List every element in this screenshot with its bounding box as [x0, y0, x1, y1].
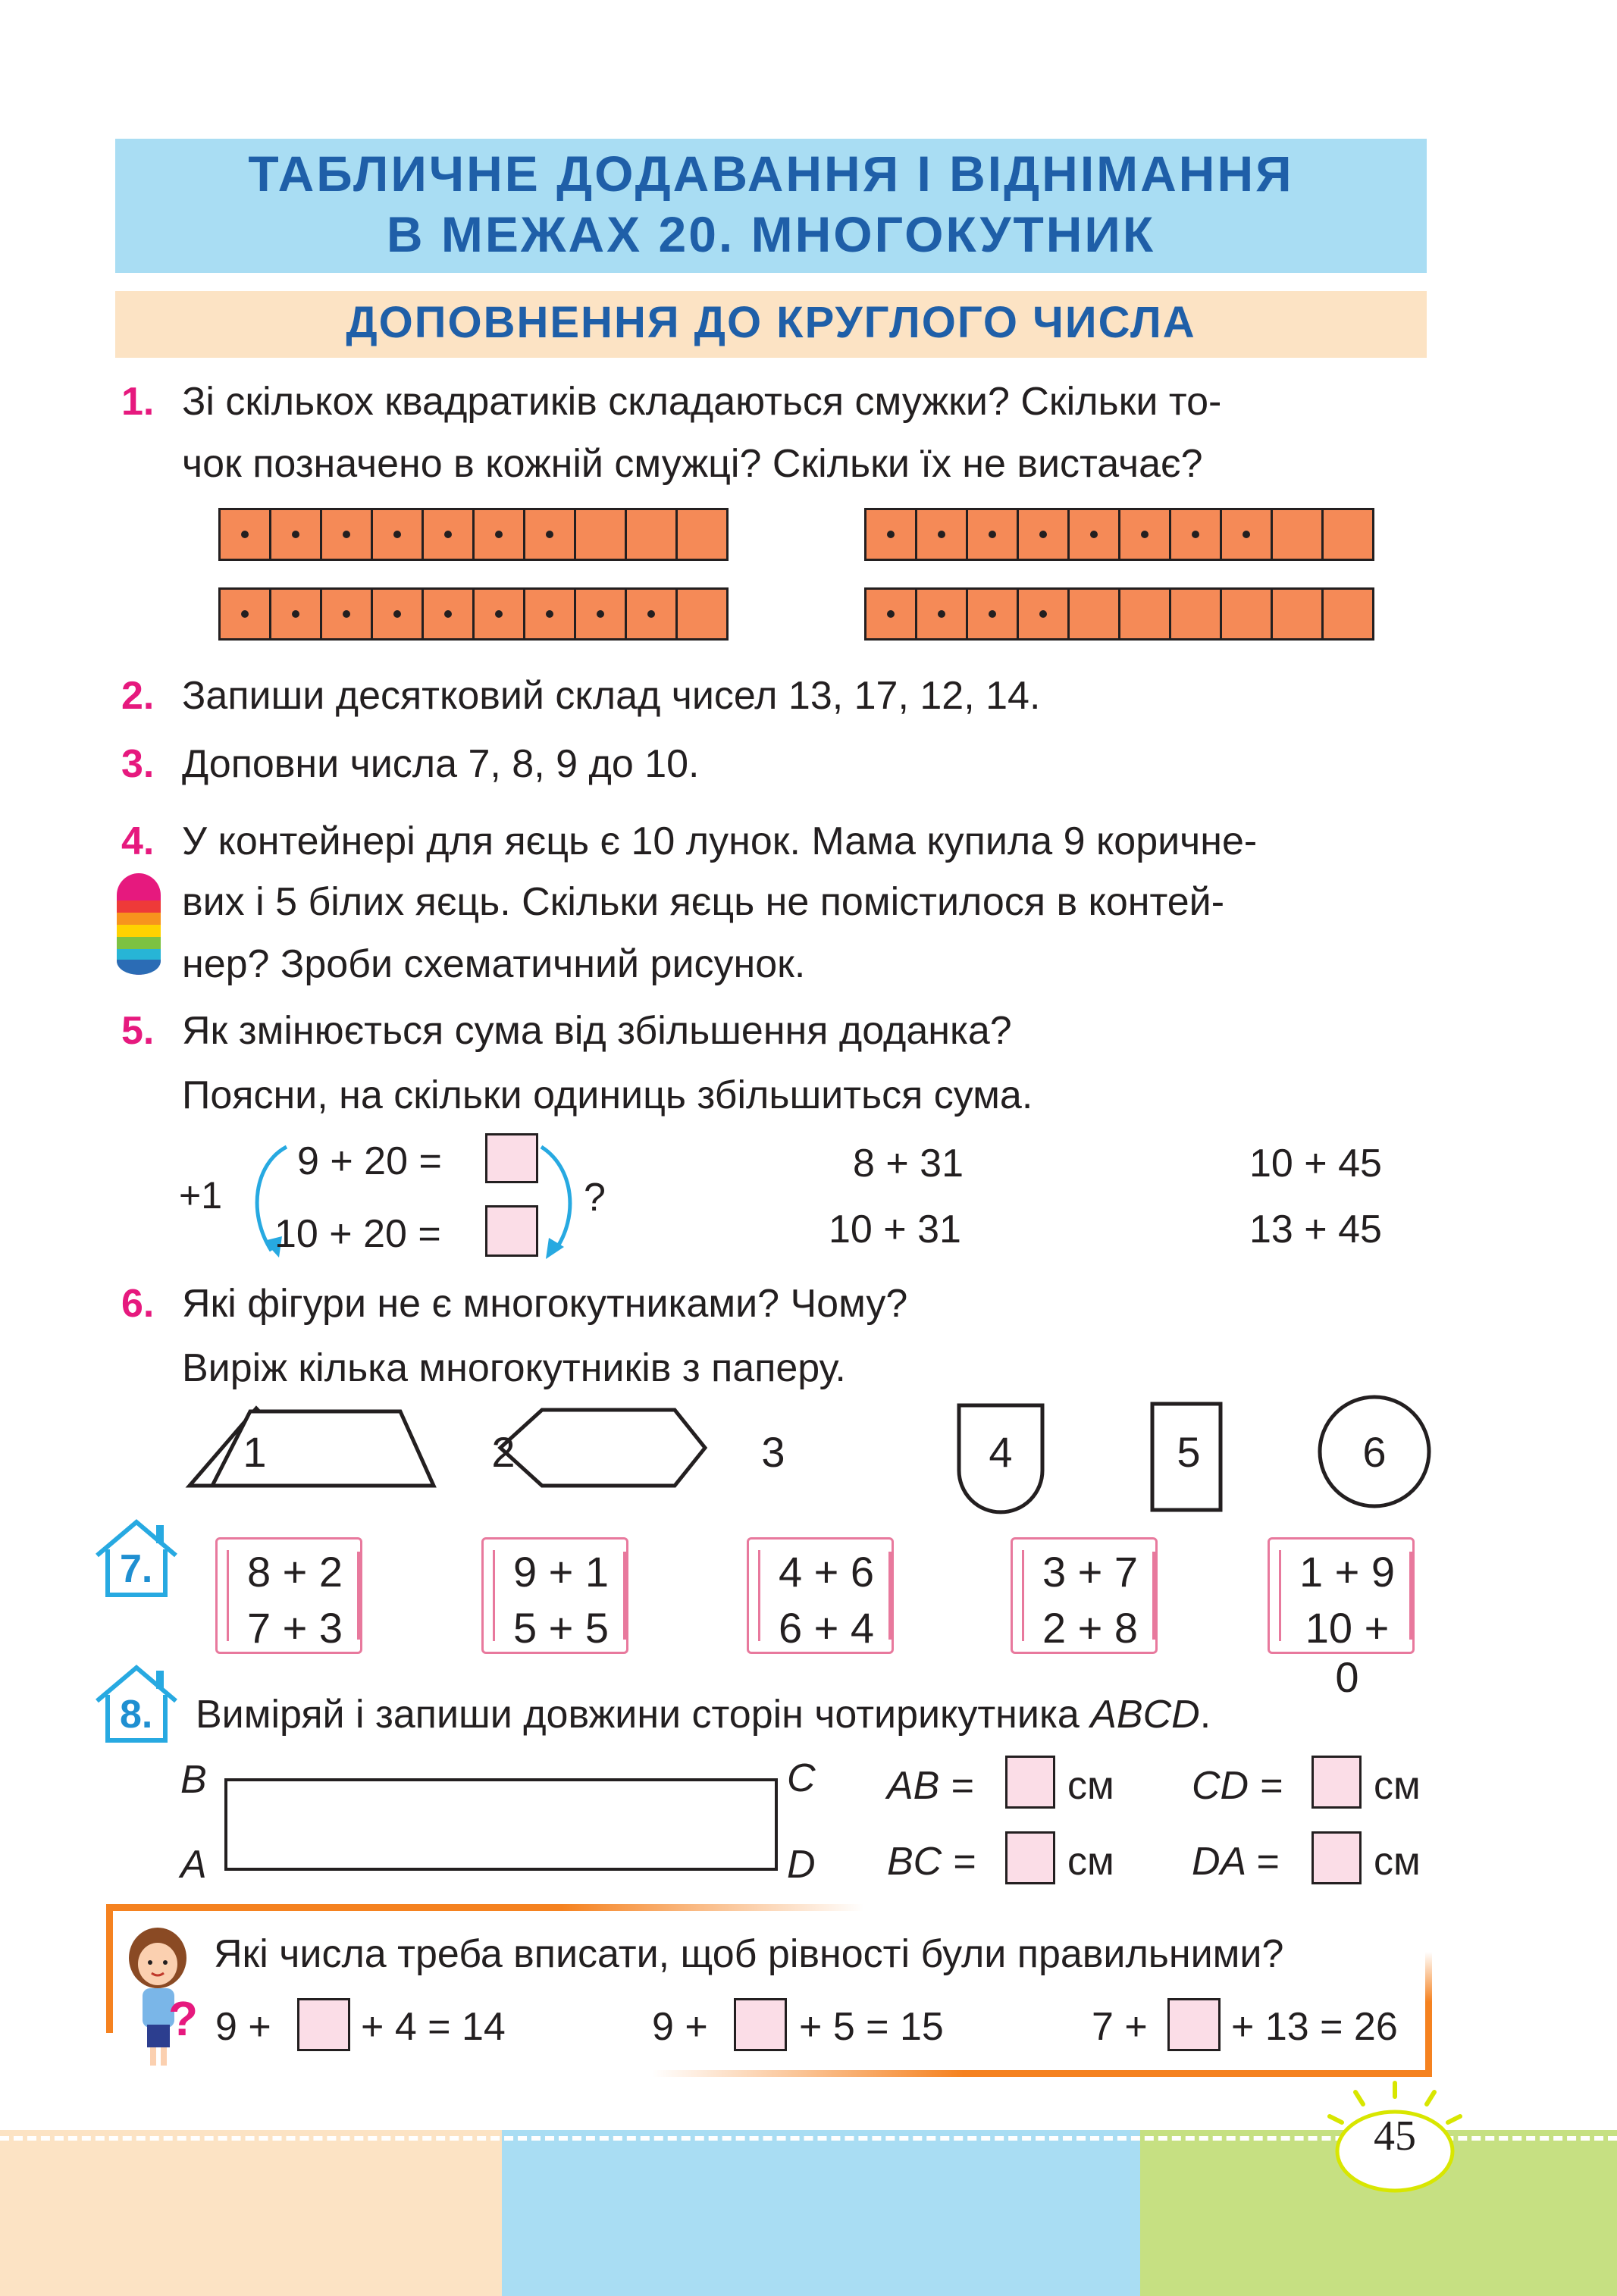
page-number: 45 [1374, 2113, 1416, 2160]
card-expression: 7 + 3 [246, 1604, 343, 1652]
measure-cd-label: CD = [1192, 1764, 1283, 1808]
title-band [115, 139, 1427, 273]
shape-label-1: 1 [243, 1428, 267, 1476]
dot [444, 610, 452, 618]
dot [241, 531, 249, 538]
puzzle-answer-box[interactable] [1167, 1998, 1221, 2051]
strip-cell [1324, 510, 1372, 559]
measure-cd-input[interactable] [1311, 1756, 1362, 1809]
measure-bc-unit: см [1067, 1840, 1114, 1884]
task-4-line-1: У контейнері для яєць є 10 лунок. Мама купила 9 коричне- [182, 819, 1258, 863]
card-expression: 6 + 4 [778, 1604, 875, 1652]
task-8-number: 8. [120, 1693, 153, 1737]
dot [444, 531, 452, 538]
puzzle-top-border [106, 1904, 864, 1911]
dot [887, 531, 895, 538]
strip-cell [1019, 510, 1070, 559]
card-expression: 5 + 5 [512, 1604, 610, 1652]
answer-box[interactable] [485, 1133, 538, 1183]
task-2-number: 2. [121, 674, 155, 718]
dot-strip-4 [864, 587, 1374, 641]
strip-cell [1070, 510, 1120, 559]
shape-label-4: 4 [989, 1428, 1013, 1476]
strip-cell [271, 590, 322, 638]
measure-da-input[interactable] [1311, 1831, 1362, 1884]
dot [938, 610, 945, 618]
section-subtitle: ДОПОВНЕННЯ ДО КРУГЛОГО ЧИСЛА [346, 298, 1196, 347]
card-expression: 1 + 9 [1299, 1548, 1396, 1596]
strip-cell [475, 510, 525, 559]
footer-band-blue [502, 2130, 1140, 2296]
shape-label-2: 2 [491, 1428, 515, 1476]
page-title-line-2: В МЕЖАХ 20. МНОГОКУТНИК [386, 206, 1156, 262]
task-4-line-3: нер? Зроби схематичний рисунок. [182, 942, 806, 986]
dot [546, 610, 553, 618]
card-expression: 8 + 2 [246, 1548, 343, 1596]
puzzle-answer-box[interactable] [297, 1998, 350, 2051]
strip-cell [475, 590, 525, 638]
measure-ab-label: AB = [887, 1764, 974, 1808]
measure-cd-unit: см [1374, 1764, 1421, 1808]
plus-one-label: +1 [179, 1174, 223, 1217]
puzzle-eq-3-left: 7 + [1092, 2005, 1148, 2049]
task-1-line-2: чок позначено в кожній смужці? Скільки їх не вистачає? [182, 442, 1203, 486]
task-5-line-1: Як змінюється сума від збільшення доданка? [182, 1009, 1012, 1053]
dot [989, 531, 996, 538]
measure-da-label: DA = [1192, 1840, 1280, 1884]
eq-9-plus-20: 9 + 20 = [297, 1139, 442, 1183]
strip-cell [1222, 510, 1273, 559]
rainbow-pencil-icon [115, 872, 162, 976]
vertex-d: D [787, 1843, 816, 1887]
strip-cell [1019, 590, 1070, 638]
strip-cell [866, 510, 917, 559]
dot [393, 610, 401, 618]
measure-bc-input[interactable] [1005, 1831, 1055, 1884]
strip-cell [271, 510, 322, 559]
dot [292, 610, 299, 618]
puzzle-right-border [1425, 1952, 1432, 2077]
expression-card [215, 1537, 362, 1654]
task-6-line-2: Виріж кілька многокутників з паперу. [182, 1346, 846, 1390]
dot [393, 531, 401, 538]
dot [647, 610, 655, 618]
dot-strip-2 [864, 508, 1374, 561]
page-title-line-1: ТАБЛИЧНЕ ДОДАВАННЯ І ВІДНІМАННЯ [248, 146, 1294, 202]
puzzle-eq-2-left: 9 + [652, 2005, 708, 2049]
card-expression: 2 + 8 [1042, 1604, 1139, 1652]
measure-bc-label: BC = [887, 1840, 976, 1884]
task-7-number: 7. [120, 1547, 153, 1591]
dot [292, 531, 299, 538]
dot [343, 531, 350, 538]
strip-cell [1120, 510, 1171, 559]
expression-card [747, 1537, 894, 1654]
strip-cell [678, 510, 726, 559]
strip-cell [373, 510, 424, 559]
strip-cell [678, 590, 726, 638]
strip-cell [1222, 590, 1273, 638]
expression-card [1268, 1537, 1415, 1701]
shape-label-5: 5 [1177, 1428, 1201, 1476]
task-5-number: 5. [121, 1009, 155, 1053]
vertex-a: A [180, 1843, 207, 1887]
measure-ab-unit: см [1067, 1764, 1114, 1808]
dot [1192, 531, 1199, 538]
dot-strip-1 [218, 508, 729, 561]
dot [241, 610, 249, 618]
subtitle-band [115, 291, 1427, 358]
shapes-row [182, 1395, 1440, 1524]
card-expression: 4 + 6 [778, 1548, 875, 1596]
answer-box[interactable] [485, 1205, 538, 1257]
measure-ab-input[interactable] [1005, 1756, 1055, 1809]
puzzle-eq-1-left: 9 + [215, 2005, 271, 2049]
strip-cell [424, 590, 475, 638]
strip-cell [322, 510, 373, 559]
question-mark: ? [584, 1176, 606, 1220]
strip-cell [1171, 510, 1222, 559]
strip-cell [576, 590, 627, 638]
expr-10-plus-45: 10 + 45 [1249, 1142, 1382, 1186]
strip-cell [1324, 590, 1372, 638]
strip-cell [221, 510, 271, 559]
strip-cell [1273, 510, 1324, 559]
task-2-text: Запиши десятковий склад чисел 13, 17, 12, 14. [182, 674, 1041, 718]
expr-10-plus-31: 10 + 31 [829, 1208, 961, 1251]
expression-card [1011, 1537, 1158, 1654]
measure-da-unit: см [1374, 1840, 1421, 1884]
strip-cell [424, 510, 475, 559]
svg-text:?: ? [168, 1991, 199, 2046]
strip-cell [1273, 590, 1324, 638]
task-6-line-1: Які фігури не є многокутниками? Чому? [182, 1282, 908, 1326]
dot [1243, 531, 1250, 538]
dot [343, 610, 350, 618]
dot [495, 531, 503, 538]
task-4-line-2: вих і 5 білих яєць. Скільки яєць не помістилося в контей- [182, 880, 1225, 924]
strip-cell [866, 590, 917, 638]
strip-cell [576, 510, 627, 559]
strip-cell [917, 590, 968, 638]
puzzle-eq-1-right: + 4 = 14 [361, 2005, 506, 2049]
task-6-number: 6. [121, 1282, 155, 1326]
dot [546, 531, 553, 538]
shape-label-3: 3 [761, 1428, 785, 1476]
vertex-c: C [787, 1756, 816, 1800]
strip-cell [525, 510, 576, 559]
dot [1141, 531, 1149, 538]
task-1-number: 1. [121, 380, 155, 424]
strip-cell [1070, 590, 1120, 638]
expr-8-plus-31: 8 + 31 [853, 1142, 964, 1186]
task-4-number: 4. [121, 819, 155, 863]
puzzle-answer-box[interactable] [734, 1998, 787, 2051]
task-8-text: Виміряй і запиши довжини сторін чотирикутника ABCD. [196, 1693, 1211, 1737]
shape-label-6: 6 [1362, 1428, 1387, 1476]
puzzle-eq-3-right: + 13 = 26 [1231, 2005, 1398, 2049]
card-expression: 9 + 1 [512, 1548, 610, 1596]
girl-question-icon [121, 1922, 205, 2073]
strip-cell [1171, 590, 1222, 638]
strip-cell [627, 590, 678, 638]
dot [597, 610, 604, 618]
task-5-line-2: Поясни, на скільки одиниць збільшиться сума. [182, 1073, 1033, 1117]
strip-cell [968, 510, 1019, 559]
card-expression: 3 + 7 [1042, 1548, 1139, 1596]
puzzle-question: Які числа треба вписати, щоб рівності були правильними? [214, 1932, 1284, 1976]
strip-cell [917, 510, 968, 559]
dot [938, 531, 945, 538]
dot [1039, 610, 1047, 618]
dot [989, 610, 996, 618]
puzzle-left-border [106, 1904, 113, 2033]
expr-13-plus-45: 13 + 45 [1249, 1208, 1382, 1251]
dot-strip-3 [218, 587, 729, 641]
task-3-number: 3. [121, 742, 155, 786]
strip-cell [525, 590, 576, 638]
card-expression: 10 + 0 [1305, 1604, 1390, 1701]
expression-card [481, 1537, 628, 1654]
strip-cell [373, 590, 424, 638]
task-3-text: Доповни числа 7, 8, 9 до 10. [182, 742, 700, 786]
hexagon-shape [500, 1410, 705, 1486]
vertex-b: B [180, 1758, 207, 1802]
dot [887, 610, 895, 618]
dot [1090, 531, 1098, 538]
strip-cell [627, 510, 678, 559]
strip-cell [221, 590, 271, 638]
puzzle-eq-2-right: + 5 = 15 [799, 2005, 944, 2049]
dot [495, 610, 503, 618]
quadrilateral-abcd [224, 1778, 778, 1871]
strip-cell [968, 590, 1019, 638]
eq-10-plus-20: 10 + 20 = [274, 1212, 441, 1256]
strip-cell [1120, 590, 1171, 638]
footer-band-peach [0, 2130, 502, 2296]
puzzle-bottom-border [652, 2070, 1432, 2077]
strip-cell [322, 590, 373, 638]
dot [1039, 531, 1047, 538]
task-1-line-1: Зі скількох квадратиків складаються смужки? Скільки то- [182, 380, 1222, 424]
